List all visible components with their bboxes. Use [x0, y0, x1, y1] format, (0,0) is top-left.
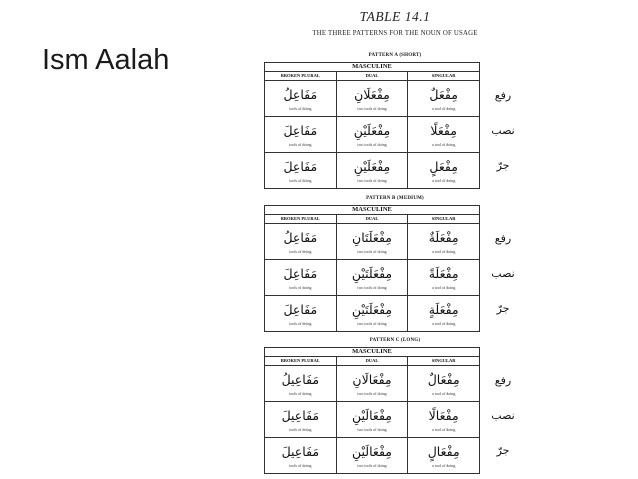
table-cell — [336, 117, 408, 152]
table-row — [265, 295, 479, 331]
table-row — [265, 366, 479, 401]
arabic-word: مَفَاعِلَ — [283, 302, 318, 317]
table-cell — [265, 224, 336, 259]
gloss-text: tools of doing — [289, 106, 312, 111]
gloss-text: tools of doing — [289, 463, 312, 468]
column-header: BROKEN PLURAL — [280, 73, 320, 78]
table-cell — [265, 402, 336, 437]
arabic-word: مِفْعَلَانِ — [354, 87, 390, 102]
document-image — [264, 0, 526, 479]
arabic-word: مَفَاعِلَ — [283, 159, 318, 174]
case-labels — [488, 347, 518, 474]
table-cell — [265, 117, 336, 152]
table-row — [265, 259, 479, 295]
arabic-word: مِفْعَلَتَيْنِ — [351, 266, 393, 281]
gloss-text: two tools of doing — [357, 391, 387, 396]
arabic-word: مِفْعَلَةٍ — [428, 302, 459, 317]
column-headers — [265, 72, 479, 81]
pattern-section — [264, 50, 526, 189]
case-label: نصب — [491, 124, 515, 137]
gloss-text: two tools of doing — [357, 106, 387, 111]
case-label: رفع — [494, 374, 512, 387]
pattern-table — [264, 62, 480, 189]
column-header: BROKEN PLURAL — [280, 358, 320, 363]
case-labels — [488, 205, 518, 332]
arabic-word: مِفْعَالَانِ — [352, 372, 392, 387]
gloss-text: two tools of doing — [357, 285, 387, 290]
arabic-word: مِفْعَلَيْنِ — [353, 159, 391, 174]
arabic-word: مِفْعَلَةً — [428, 266, 459, 281]
gloss-text: two tools of doing — [357, 178, 387, 183]
pattern-grid — [264, 62, 526, 189]
pattern-label: PATTERN C (LONG) — [369, 338, 421, 343]
gloss-text: tools of doing — [289, 285, 312, 290]
gloss-text: a tool of doing — [431, 178, 456, 183]
arabic-word: مِفْعَالٌ — [427, 372, 460, 387]
table-cell — [336, 296, 408, 331]
case-label: رفع — [494, 89, 512, 102]
gloss-text: tools of doing — [289, 391, 312, 396]
gloss-text: two tools of doing — [357, 142, 387, 147]
masculine-header: MASCULINE — [265, 63, 479, 72]
arabic-word: مِفْعَالًا — [428, 408, 459, 423]
case-label: نصب — [491, 267, 515, 280]
arabic-word: مِفْعَلَيْنِ — [353, 123, 391, 138]
case-label: رفع — [494, 232, 512, 245]
gloss-text: two tools of doing — [357, 427, 387, 432]
gloss-text: two tools of doing — [357, 321, 387, 326]
arabic-word: مِفْعَلٌ — [429, 87, 458, 102]
pattern-section — [264, 335, 526, 474]
column-header: DUAL — [336, 357, 408, 365]
column-header: SINGULAR — [407, 215, 479, 223]
gloss-text: tools of doing — [289, 142, 312, 147]
arabic-word: مَفَاعِلُ — [283, 230, 318, 245]
gloss-text: tools of doing — [289, 178, 312, 183]
gloss-text: tools of doing — [289, 427, 312, 432]
column-header: SINGULAR — [407, 72, 479, 80]
gloss-text: a tool of doing — [431, 249, 456, 254]
table-cell — [265, 153, 336, 188]
gloss-text: a tool of doing — [431, 391, 456, 396]
table-cell — [407, 296, 479, 331]
arabic-word: مِفْعَلًا — [430, 123, 457, 138]
column-header: BROKEN PLURAL — [280, 216, 320, 221]
arabic-word: مِفْعَلَتَانِ — [352, 230, 392, 245]
table-cell — [336, 153, 408, 188]
table-cell — [407, 153, 479, 188]
table-cell — [407, 224, 479, 259]
case-spacer — [488, 62, 518, 78]
pattern-section — [264, 193, 526, 332]
case-label: جرّ — [496, 444, 510, 457]
table-cell — [265, 296, 336, 331]
arabic-word: مَفَاعِيلُ — [281, 372, 320, 387]
pattern-grid — [264, 347, 526, 474]
table-cell — [407, 402, 479, 437]
arabic-word: مِفْعَلَتَيْنِ — [351, 302, 393, 317]
case-label: جرّ — [496, 302, 510, 315]
table-cell — [336, 260, 408, 295]
arabic-word: مِفْعَالٍ — [427, 444, 460, 459]
arabic-word: مَفَاعِيلَ — [281, 408, 320, 423]
table-row — [265, 437, 479, 473]
case-label: نصب — [491, 409, 515, 422]
table-subtitle: THE THREE PATTERNS FOR THE NOUN OF USAGE — [312, 30, 478, 37]
case-spacer — [488, 205, 518, 221]
column-headers — [265, 357, 479, 366]
gloss-text: tools of doing — [289, 321, 312, 326]
pattern-grid — [264, 205, 526, 332]
pattern-label: PATTERN B (MEDIUM) — [366, 196, 424, 201]
table-cell — [265, 366, 336, 401]
gloss-text: a tool of doing — [431, 285, 456, 290]
gloss-text: two tools of doing — [357, 249, 387, 254]
gloss-text: a tool of doing — [431, 142, 456, 147]
arabic-word: مَفَاعِلَ — [283, 266, 318, 281]
table-title: TABLE 14.1 — [359, 9, 431, 24]
case-spacer — [488, 347, 518, 363]
arabic-word: مِفْعَالَيْنِ — [352, 408, 392, 423]
table-cell — [407, 260, 479, 295]
arabic-word: مِفْعَلٍ — [429, 159, 458, 174]
table-cell — [336, 366, 408, 401]
table-row — [265, 116, 479, 152]
arabic-word: مَفَاعِيلَ — [281, 444, 320, 459]
arabic-word: مِفْعَالَيْنِ — [352, 444, 392, 459]
table-cell — [407, 366, 479, 401]
table-cell — [407, 438, 479, 473]
table-row — [265, 152, 479, 188]
arabic-word: مَفَاعِلَ — [283, 123, 318, 138]
slide-title: Ism Aalah — [42, 44, 170, 76]
arabic-word: مِفْعَلَةٌ — [428, 230, 459, 245]
table-cell — [265, 81, 336, 116]
gloss-text: a tool of doing — [431, 427, 456, 432]
table-cell — [336, 402, 408, 437]
case-labels — [488, 62, 518, 189]
table-cell — [336, 81, 408, 116]
masculine-header: MASCULINE — [265, 348, 479, 357]
gloss-text: two tools of doing — [357, 463, 387, 468]
table-row — [265, 401, 479, 437]
pattern-label: PATTERN A (SHORT) — [368, 53, 422, 58]
table-cell — [336, 438, 408, 473]
table-cell — [265, 260, 336, 295]
column-header: DUAL — [336, 215, 408, 223]
table-row — [265, 81, 479, 116]
table-row — [265, 224, 479, 259]
masculine-header: MASCULINE — [265, 206, 479, 215]
column-headers — [265, 215, 479, 224]
gloss-text: a tool of doing — [431, 463, 456, 468]
column-header: SINGULAR — [407, 357, 479, 365]
pattern-table — [264, 205, 480, 332]
arabic-word: مَفَاعِلُ — [283, 87, 318, 102]
table-cell — [336, 224, 408, 259]
gloss-text: a tool of doing — [431, 106, 456, 111]
table-cell — [265, 438, 336, 473]
case-label: جرّ — [496, 159, 510, 172]
gloss-text: tools of doing — [289, 249, 312, 254]
table-cell — [407, 117, 479, 152]
pattern-table — [264, 347, 480, 474]
gloss-text: a tool of doing — [431, 321, 456, 326]
column-header: DUAL — [336, 72, 408, 80]
table-cell — [407, 81, 479, 116]
